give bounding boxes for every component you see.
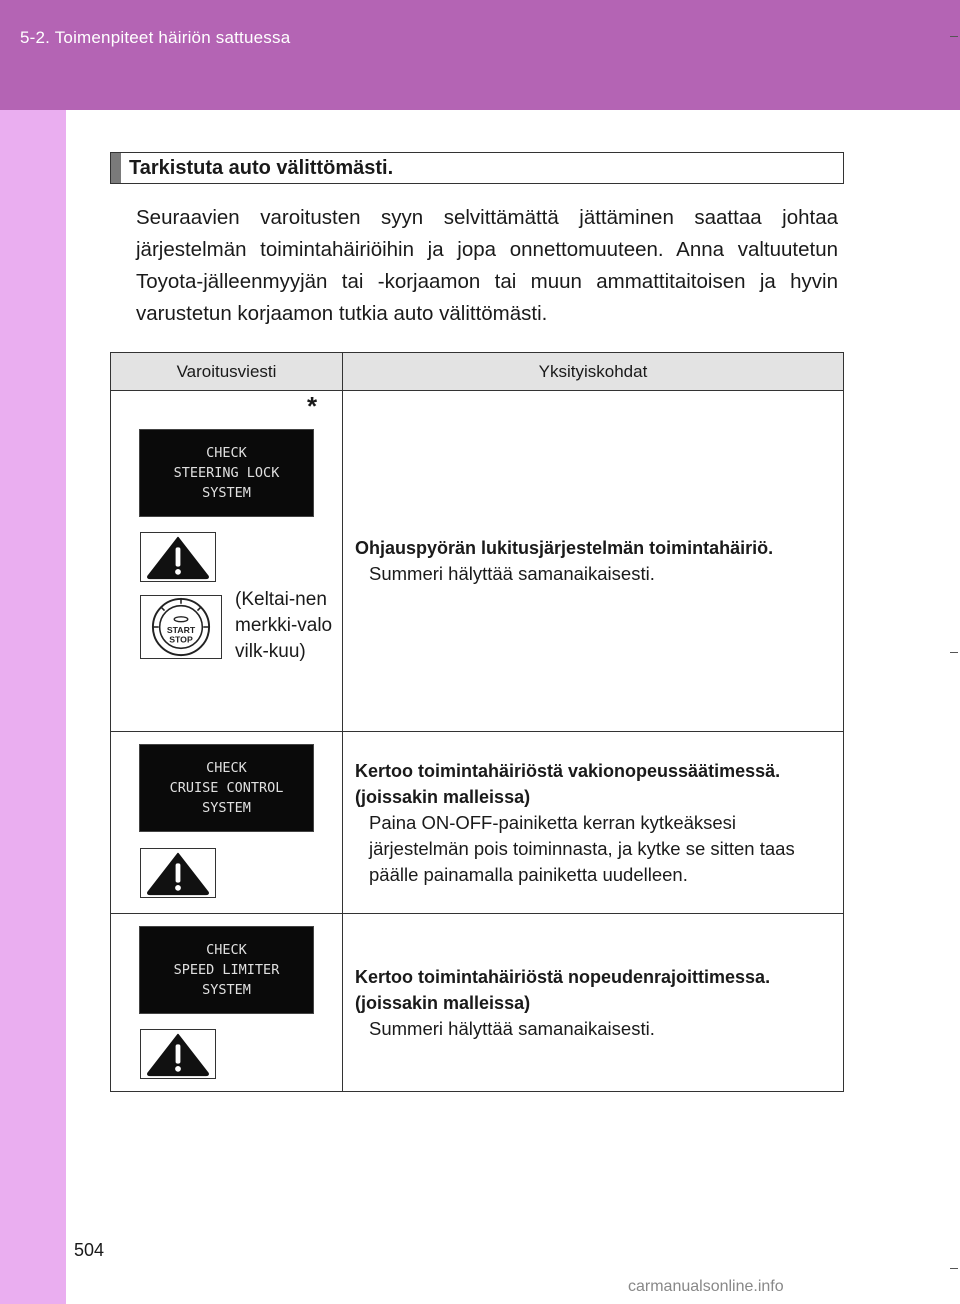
detail-body: Summeri hälyttää samanaikaisesti. [369, 1017, 655, 1039]
lcd-line: SYSTEM [202, 800, 251, 816]
indicator-note: (Keltai-nen merkki-valo vilk-kuu) [235, 589, 333, 662]
lcd-line: SYSTEM [202, 485, 251, 501]
warning-triangle-icon-svg [141, 1030, 215, 1078]
detail-body: Summeri hälyttää samanaikaisesti. [369, 563, 655, 584]
column-header-details: Yksityiskohdat [343, 353, 844, 391]
table-row [111, 732, 844, 914]
section-heading [110, 152, 844, 184]
detail-title: Ohjauspyörän lukitusjärjestelmän toimintahäiriö. [355, 538, 774, 558]
footnote-star: * [307, 391, 318, 421]
message-cell [111, 732, 343, 914]
table-row [111, 391, 844, 732]
detail-cell [343, 732, 844, 914]
lcd-line: CRUISE CONTROL [169, 780, 284, 796]
stop-label: STOP [169, 634, 193, 645]
header-band [0, 0, 960, 110]
intro-paragraph: Seuraavien varoitusten syyn selvittämättä jättäminen saattaa johtaa järjestelmän toimintahäiriöihin ja jopa onnettomuuteen. Anna valtuutetun Toyota-jälleenmyyjän tai -korjaamon tai muun ammattitaitoisen ja hyvin varustetun korjaamon tutkia auto välittömästi. [136, 206, 838, 325]
watermark: carmanualsonline.info [628, 1278, 784, 1295]
lcd-display [139, 429, 314, 517]
detail-body: Paina ON-OFF-painiketta kerran kytkeäksesi järjestelmän pois toiminnasta, ja kytke se sitten taas päälle painamalla painiketta uudelleen. [369, 811, 795, 885]
heading-accent-bar [111, 153, 121, 183]
start-label: START [166, 624, 196, 635]
section-title: 5-2. Toimenpiteet häiriön sattuessa [20, 28, 291, 47]
lcd-line: SYSTEM [202, 982, 251, 998]
lcd-line: CHECK [206, 760, 247, 776]
column-header-message: Varoitusviesti [111, 353, 343, 391]
crop-mark [950, 652, 958, 653]
warning-triangle-icon [140, 1029, 216, 1079]
warning-triangle-icon-svg [141, 849, 215, 897]
detail-title: Kertoo toimintahäiriöstä nopeudenrajoittimessa. (joissakin malleissa) [355, 966, 771, 1013]
table-row [111, 914, 844, 1092]
heading-text: Tarkistuta auto välittömästi. [129, 157, 394, 179]
warning-triangle-icon [140, 532, 216, 582]
side-band [0, 110, 66, 1304]
message-cell [111, 391, 343, 732]
message-cell [111, 914, 343, 1092]
page-number: 504 [74, 1240, 105, 1260]
crop-mark [950, 1268, 958, 1269]
warning-triangle-icon-svg [141, 533, 215, 581]
detail-cell [343, 914, 844, 1092]
lcd-line: STEERING LOCK [173, 465, 280, 481]
warning-triangle-icon [140, 848, 216, 898]
start-stop-indicator-icon [140, 595, 222, 659]
warning-table [110, 352, 844, 1092]
lcd-display [139, 926, 314, 1014]
start-stop-indicator-icon-svg [141, 596, 221, 658]
detail-cell [343, 391, 844, 732]
table-header-row [111, 353, 844, 391]
crop-mark [950, 36, 958, 37]
lcd-line: SPEED LIMITER [173, 962, 280, 978]
lcd-line: CHECK [206, 942, 247, 958]
detail-title: Kertoo toimintahäiriöstä vakionopeussäätimessä. (joissakin malleissa) [355, 760, 781, 807]
lcd-display [139, 744, 314, 832]
lcd-line: CHECK [206, 445, 247, 461]
